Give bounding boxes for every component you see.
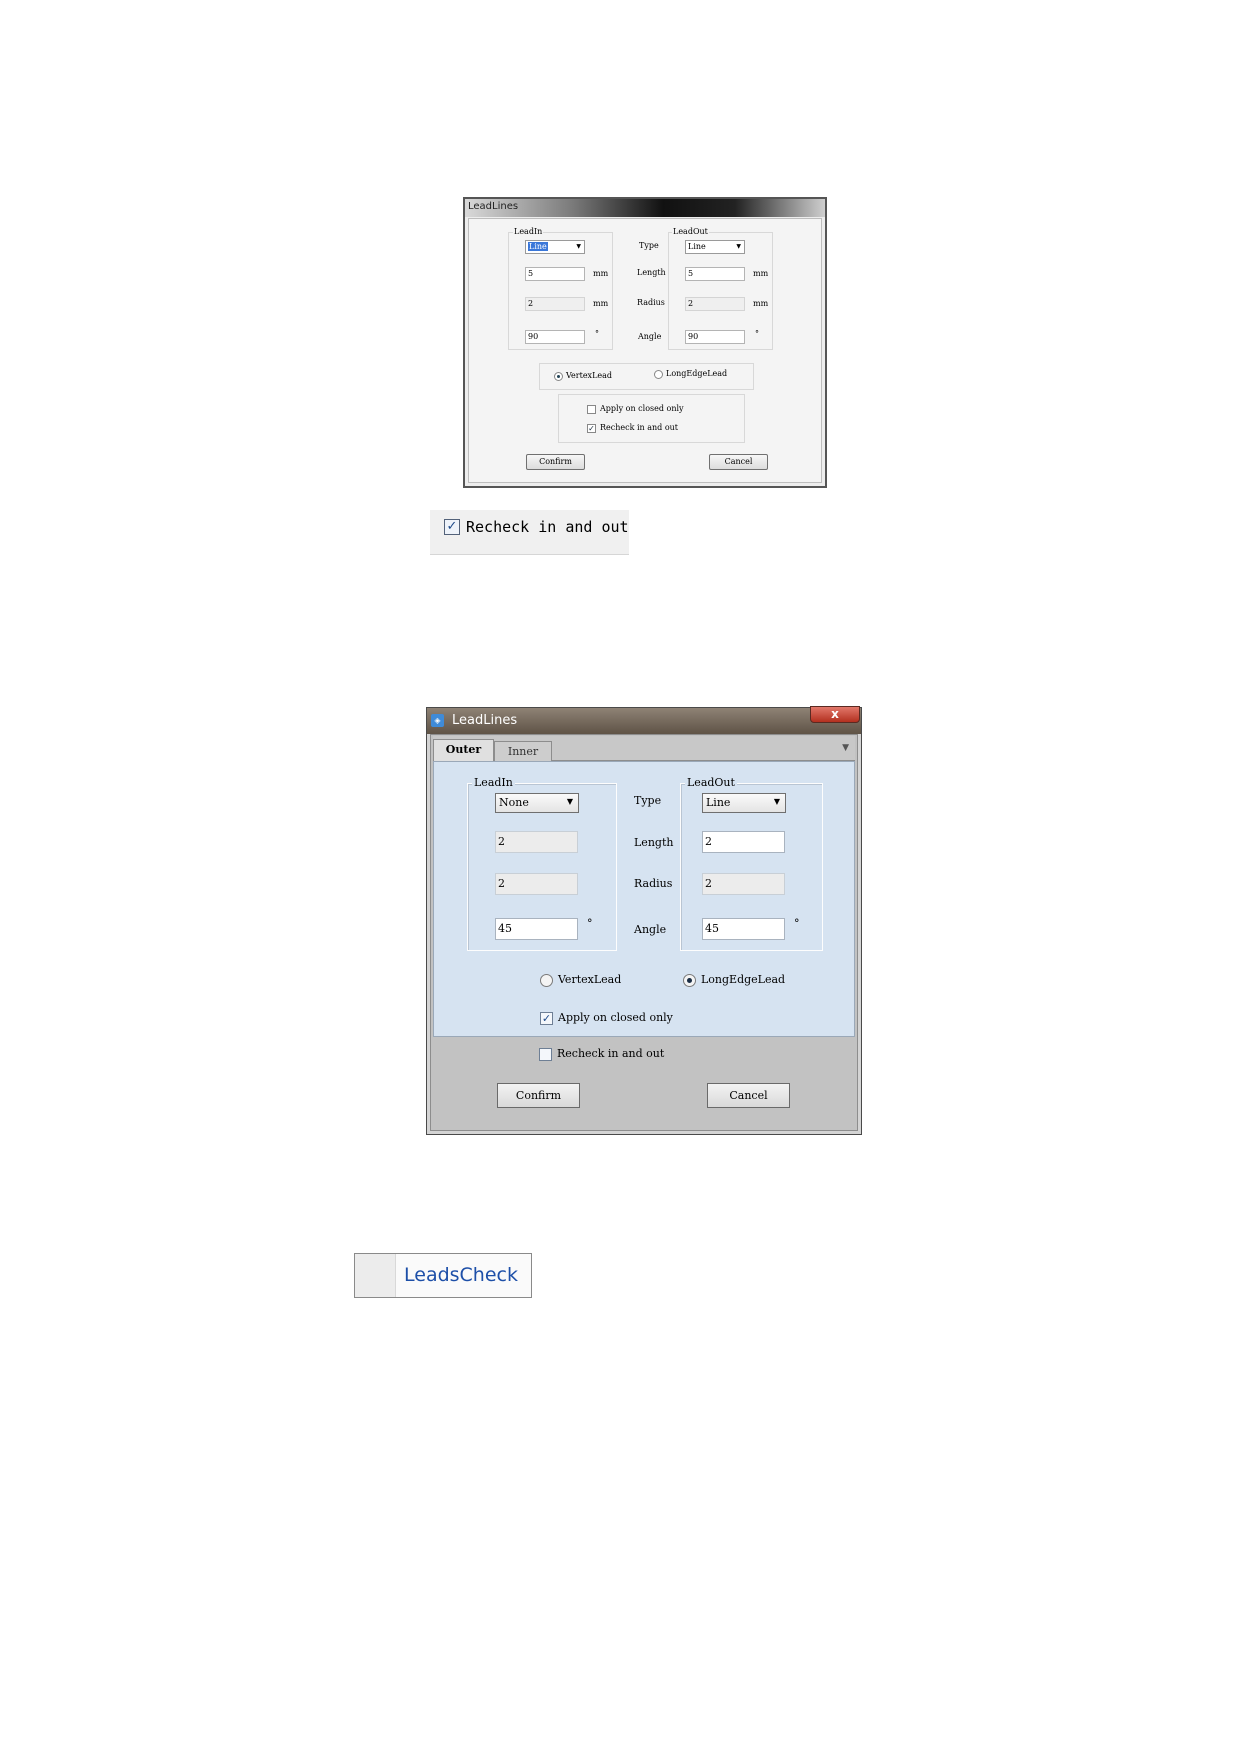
leadin-type-combo[interactable] <box>525 240 585 254</box>
dialog-small-title: LeadLines <box>468 201 519 212</box>
options-group <box>558 394 745 443</box>
leadout-legend: LeadOut <box>687 776 735 789</box>
cancel-button[interactable]: Cancel <box>707 1083 790 1108</box>
leadout-legend: LeadOut <box>673 227 708 236</box>
checkmark-icon[interactable]: ✓ <box>444 519 460 535</box>
recheck-label: Recheck in and out <box>600 423 679 432</box>
leadout-group <box>680 776 823 951</box>
leadin-length-unit: mm <box>593 269 609 278</box>
vertexlead-label: VertexLead <box>566 371 612 380</box>
vertexlead-radio[interactable] <box>554 372 563 381</box>
leadout-type-combo[interactable] <box>685 240 745 254</box>
tab-strip <box>433 736 855 761</box>
vertexlead-label: VertexLead <box>558 973 622 986</box>
leadout-angle-unit: ° <box>794 917 800 930</box>
leadin-radius-unit: mm <box>593 299 609 308</box>
leadscheck-icon <box>355 1254 396 1297</box>
length-label: Length <box>637 268 666 277</box>
leadin-angle-unit: ° <box>587 917 593 930</box>
chevron-down-icon[interactable]: ▼ <box>842 743 849 753</box>
confirm-button[interactable]: Confirm <box>497 1083 580 1108</box>
leadin-length-input[interactable]: 5 <box>525 267 585 281</box>
longedgelead-radio[interactable] <box>683 974 696 987</box>
leadout-type-value: Line <box>688 242 706 251</box>
app-icon: ◈ <box>431 714 444 727</box>
angle-label: Angle <box>634 923 667 936</box>
chevron-down-icon: ▼ <box>773 797 780 806</box>
leadin-angle-unit: ° <box>595 329 599 338</box>
apply-closed-checkbox[interactable]: ✓ <box>541 1012 552 1025</box>
type-label: Type <box>634 794 662 807</box>
longedgelead-label: LongEdgeLead <box>701 973 786 986</box>
chevron-down-icon: ▼ <box>566 797 573 806</box>
tab-outer[interactable]: Outer <box>433 739 494 761</box>
recheck-zoom <box>430 510 629 555</box>
dialog-large-title: LeadLines <box>452 713 518 728</box>
length-label: Length <box>634 836 674 849</box>
dialog-footer <box>433 1037 855 1128</box>
cancel-button[interactable]: Cancel <box>709 454 768 470</box>
leadlines-dialog-large <box>426 707 862 1135</box>
apply-closed-label: Apply on closed only <box>600 404 684 413</box>
apply-closed-checkbox[interactable] <box>587 405 596 414</box>
leadscheck-label: LeadsCheck <box>404 1264 518 1286</box>
leadlines-dialog-small <box>463 197 827 488</box>
leadin-type-value: Line <box>529 242 547 251</box>
leadout-group <box>668 227 773 350</box>
leadin-group <box>467 776 617 951</box>
leadin-length-input[interactable]: 2 <box>495 831 578 853</box>
leadin-angle-input[interactable]: 90 <box>525 330 585 344</box>
chevron-down-icon: ▼ <box>736 243 741 250</box>
longedgelead-radio[interactable] <box>654 370 663 379</box>
radius-label: Radius <box>634 877 673 890</box>
recheck-label: Recheck in and out <box>557 1047 665 1060</box>
angle-label: Angle <box>638 332 662 341</box>
close-button[interactable] <box>810 706 860 723</box>
leadout-radius-input[interactable]: 2 <box>702 873 785 895</box>
chevron-down-icon: ▼ <box>576 243 581 250</box>
recheck-checkbox[interactable] <box>539 1048 552 1061</box>
longedgelead-label: LongEdgeLead <box>666 369 728 378</box>
close-icon: x <box>831 707 839 721</box>
leadout-length-input[interactable]: 2 <box>702 831 785 853</box>
leadscheck-button[interactable] <box>354 1253 532 1298</box>
leadin-angle-input[interactable]: 45 <box>495 918 578 940</box>
leadout-type-value: Line <box>706 796 731 809</box>
recheck-checkbox[interactable]: ✓ <box>588 424 595 433</box>
leadin-radius-input[interactable]: 2 <box>495 873 578 895</box>
dialog-large-frame <box>430 734 858 1131</box>
leadout-radius-input[interactable]: 2 <box>685 297 745 311</box>
leadout-angle-unit: ° <box>755 329 759 338</box>
leadout-length-input[interactable]: 5 <box>685 267 745 281</box>
leadin-legend: LeadIn <box>474 776 513 789</box>
leadout-angle-input[interactable]: 90 <box>685 330 745 344</box>
leadin-group <box>508 227 613 350</box>
dialog-large-titlebar[interactable] <box>427 708 861 734</box>
leadin-radius-input[interactable]: 2 <box>525 297 585 311</box>
dialog-small-body <box>468 218 822 483</box>
apply-closed-label: Apply on closed only <box>558 1011 673 1024</box>
confirm-button[interactable]: Confirm <box>526 454 585 470</box>
leadout-type-combo[interactable] <box>702 793 786 813</box>
vertexlead-radio[interactable] <box>540 974 553 987</box>
leadout-angle-input[interactable]: 45 <box>702 918 785 940</box>
dialog-small-titlebar[interactable] <box>465 199 825 217</box>
recheck-zoom-label: Recheck in and out <box>466 518 629 536</box>
outer-panel <box>433 761 855 1037</box>
leadout-length-unit: mm <box>753 269 769 278</box>
lead-mode-group <box>539 363 754 390</box>
tab-inner[interactable]: Inner <box>494 741 552 761</box>
leadin-type-value: None <box>499 796 529 809</box>
leadin-legend: LeadIn <box>514 227 543 236</box>
leadin-type-combo[interactable] <box>495 793 579 813</box>
leadout-radius-unit: mm <box>753 299 769 308</box>
type-label: Type <box>639 241 659 250</box>
radius-label: Radius <box>637 298 665 307</box>
